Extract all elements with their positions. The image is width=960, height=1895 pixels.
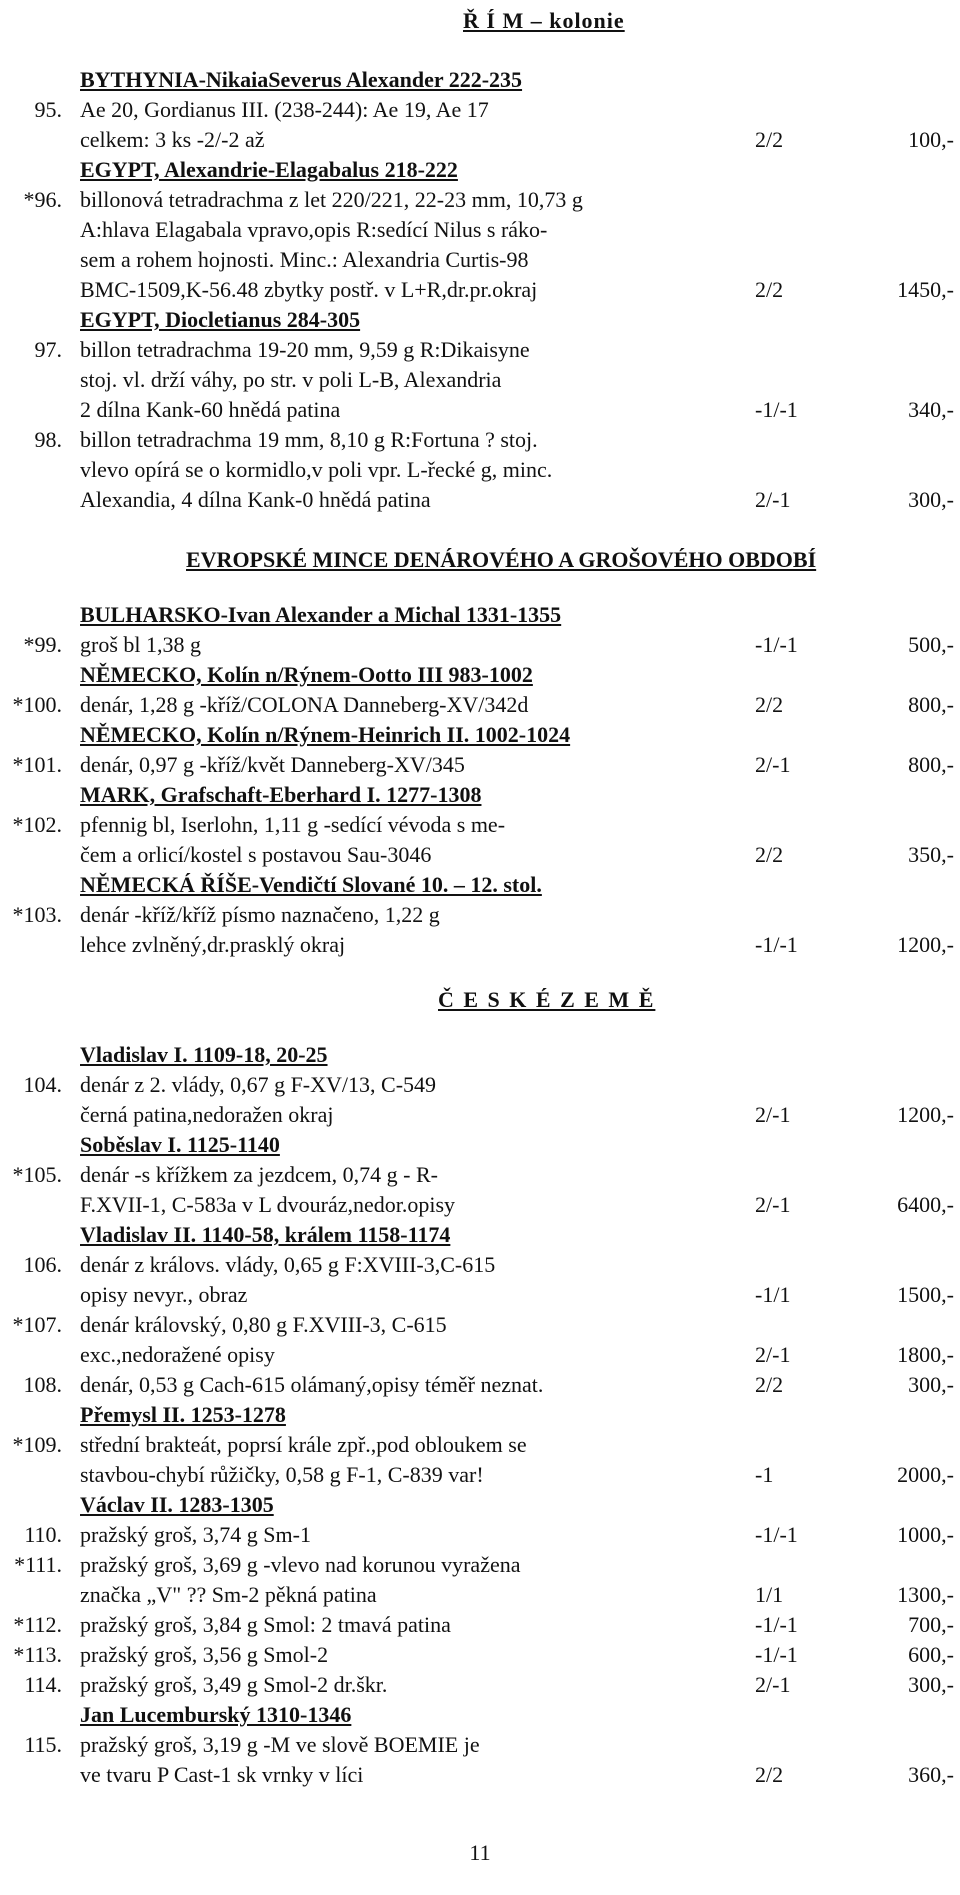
lot-description: pražský groš, 3,69 g -vlevo nad korunou vyražena xyxy=(80,1552,521,1577)
lot-description: pfennig bl, Iserlohn, 1,11 g -sedící vévoda s me- xyxy=(80,812,506,837)
lot-grade: -1/1 xyxy=(755,1282,791,1307)
lot-line xyxy=(0,1520,960,1550)
ruler-heading: BYTHYNIA-NikaiaSeverus Alexander 222-235 xyxy=(80,67,523,92)
lot-grade: -1/-1 xyxy=(755,397,798,422)
ruler-heading-row xyxy=(0,1040,960,1070)
ruler-heading-row xyxy=(0,780,960,810)
lot-number: *113. xyxy=(13,1642,62,1667)
lot-description: billon tetradrachma 19-20 mm, 9,59 g R:Dikaisyne xyxy=(80,337,530,362)
lot-description: vlevo opírá se o kormidlo,v poli vpr. L-řecké g, minc. xyxy=(80,457,553,482)
lot-description: denár z 2. vlády, 0,67 g F-XV/13, C-549 xyxy=(80,1072,437,1097)
lot-description: denár, 0,97 g -kříž/květ Danneberg-XV/345 xyxy=(80,752,465,777)
lot-description: stavbou-chybí růžičky, 0,58 g F-1, C-839 var! xyxy=(80,1462,484,1487)
lot-grade: 2/-1 xyxy=(755,487,791,512)
lot-number: 95. xyxy=(34,97,62,122)
lot-line xyxy=(0,185,960,215)
lot-line xyxy=(0,840,960,870)
lot-description: celkem: 3 ks -2/-2 až xyxy=(80,127,265,152)
lot-line xyxy=(0,1160,960,1190)
lot-line xyxy=(0,1070,960,1100)
lot-description: lehce zvlněný,dr.prasklý okraj xyxy=(80,932,346,957)
lot-number: *96. xyxy=(23,187,62,212)
lot-grade: 2/2 xyxy=(755,692,784,717)
lot-description: denár z královs. vlády, 0,65 g F:XVIII-3,C-615 xyxy=(80,1252,496,1277)
ruler-heading-row xyxy=(0,1130,960,1160)
lot-line xyxy=(0,630,960,660)
lot-line xyxy=(0,1460,960,1490)
lot-line xyxy=(0,335,960,365)
lot-number: *105. xyxy=(12,1162,62,1187)
lot-line xyxy=(0,1640,960,1670)
lot-grade: -1 xyxy=(755,1462,774,1487)
lot-number: *112. xyxy=(13,1612,62,1637)
ruler-heading: EGYPT, Diocletianus 284-305 xyxy=(80,307,361,332)
lot-grade: -1/-1 xyxy=(755,1642,798,1667)
lot-price: 1000,- xyxy=(897,1522,954,1547)
lot-line xyxy=(0,365,960,395)
lot-line xyxy=(0,1310,960,1340)
lot-grade: -1/-1 xyxy=(755,932,798,957)
lot-grade: -1/-1 xyxy=(755,1522,798,1547)
lot-line xyxy=(0,245,960,275)
ruler-heading: NĚMECKO, Kolín n/Rýnem-Heinrich II. 1002-1024 xyxy=(80,722,571,747)
lot-grade: 1/1 xyxy=(755,1582,784,1607)
ruler-heading: Vladislav II. 1140-58, králem 1158-1174 xyxy=(80,1222,451,1247)
lot-description: billonová tetradrachma z let 220/221, 22-23 mm, 10,73 g xyxy=(80,187,583,212)
ruler-heading-row xyxy=(0,1490,960,1520)
ruler-heading-row xyxy=(0,1400,960,1430)
lot-line xyxy=(0,900,960,930)
lot-line xyxy=(0,1670,960,1700)
lot-price: 2000,- xyxy=(897,1462,954,1487)
lot-number: *102. xyxy=(12,812,62,837)
lot-description: denár -s křížkem za jezdcem, 0,74 g - R- xyxy=(80,1162,438,1187)
lot-description: černá patina,nedoražen okraj xyxy=(80,1102,334,1127)
lot-price: 1800,- xyxy=(897,1342,954,1367)
lot-price: 300,- xyxy=(908,487,954,512)
lot-description: 2 dílna Kank-60 hnědá patina xyxy=(80,397,341,422)
lot-line xyxy=(0,1730,960,1760)
lot-description: pražský groš, 3,56 g Smol-2 xyxy=(80,1642,329,1667)
lot-line xyxy=(0,930,960,960)
lot-number: 110. xyxy=(24,1522,62,1547)
lot-line xyxy=(0,690,960,720)
lot-line xyxy=(0,1250,960,1280)
lot-price: 350,- xyxy=(908,842,954,867)
lot-description: denár, 0,53 g Cach-615 olámaný,opisy téměř neznat. xyxy=(80,1372,544,1397)
section-title: Č E S K É Z E M Ě xyxy=(438,987,656,1012)
lot-description: pražský groš, 3,49 g Smol-2 dr.škr. xyxy=(80,1672,388,1697)
lot-description: opisy nevyr., obraz xyxy=(80,1282,248,1307)
section-heading-row xyxy=(0,985,960,1015)
ruler-heading: MARK, Grafschaft-Eberhard I. 1277-1308 xyxy=(80,782,482,807)
lot-number: *99. xyxy=(23,632,62,657)
lot-price: 500,- xyxy=(908,632,954,657)
lot-description: billon tetradrachma 19 mm, 8,10 g R:Fortuna ? stoj. xyxy=(80,427,538,452)
lot-number: *101. xyxy=(12,752,62,777)
lot-grade: -1/-1 xyxy=(755,632,798,657)
lot-number: *100. xyxy=(12,692,62,717)
lot-description: Alexandia, 4 dílna Kank-0 hnědá patina xyxy=(80,487,431,512)
lot-number: *107. xyxy=(12,1312,62,1337)
lot-grade: 2/-1 xyxy=(755,1102,791,1127)
ruler-heading-row xyxy=(0,155,960,185)
lot-price: 100,- xyxy=(908,127,954,152)
lot-grade: 2/2 xyxy=(755,842,784,867)
lot-price: 1300,- xyxy=(897,1582,954,1607)
lot-line xyxy=(0,1760,960,1790)
lot-line xyxy=(0,1550,960,1580)
lot-grade: 2/2 xyxy=(755,1372,784,1397)
lot-grade: 2/-1 xyxy=(755,752,791,777)
lot-line xyxy=(0,1100,960,1130)
ruler-heading-row xyxy=(0,870,960,900)
lot-description: stoj. vl. drží váhy, po str. v poli L-B, Alexandria xyxy=(80,367,502,392)
lot-price: 340,- xyxy=(908,397,954,422)
lot-description: exc.,nedoražené opisy xyxy=(80,1342,275,1367)
lot-description: Ae 20, Gordianus III. (238-244): Ae 19, Ae 17 xyxy=(80,97,489,122)
ruler-heading: Jan Lucemburský 1310-1346 xyxy=(80,1702,352,1727)
lot-description: čem a orlicí/kostel s postavou Sau-3046 xyxy=(80,842,432,867)
lot-price: 1500,- xyxy=(897,1282,954,1307)
lot-line xyxy=(0,455,960,485)
lot-description: groš bl 1,38 g xyxy=(80,632,201,657)
lot-price: 800,- xyxy=(908,692,954,717)
lot-description: F.XVII-1, C-583a v L dvouráz,nedor.opisy xyxy=(80,1192,456,1217)
ruler-heading: NĚMECKO, Kolín n/Rýnem-Ootto III 983-1002 xyxy=(80,662,533,687)
lot-description: pražský groš, 3,74 g Sm-1 xyxy=(80,1522,311,1547)
lot-line xyxy=(0,750,960,780)
ruler-heading-row xyxy=(0,1220,960,1250)
lot-grade: 2/-1 xyxy=(755,1672,791,1697)
lot-description: A:hlava Elagabala vpravo,opis R:sedící Nilus s ráko- xyxy=(80,217,548,242)
lot-description: BMC-1509,K-56.48 zbytky postř. v L+R,dr.pr.okraj xyxy=(80,277,538,302)
lot-grade: 2/-1 xyxy=(755,1342,791,1367)
lot-line xyxy=(0,425,960,455)
page-title: Ř Í M – kolonie xyxy=(463,8,625,33)
lot-line xyxy=(0,810,960,840)
lot-line xyxy=(0,1430,960,1460)
ruler-heading: Vladislav I. 1109-18, 20-25 xyxy=(80,1042,328,1067)
ruler-heading-row xyxy=(0,1700,960,1730)
lot-line xyxy=(0,1580,960,1610)
lot-price: 6400,- xyxy=(897,1192,954,1217)
ruler-heading: Václav II. 1283-1305 xyxy=(80,1492,274,1517)
ruler-heading: Soběslav I. 1125-1140 xyxy=(80,1132,280,1157)
lot-price: 300,- xyxy=(908,1372,954,1397)
lot-grade: 2/-1 xyxy=(755,1192,791,1217)
lot-line xyxy=(0,485,960,515)
lot-line xyxy=(0,395,960,425)
lot-price: 800,- xyxy=(908,752,954,777)
lot-line xyxy=(0,275,960,305)
lot-number: 104. xyxy=(23,1072,62,1097)
ruler-heading-row xyxy=(0,305,960,335)
lot-line xyxy=(0,1610,960,1640)
ruler-heading: Přemysl II. 1253-1278 xyxy=(80,1402,286,1427)
page-number: 11 xyxy=(469,1840,491,1865)
lot-grade: -1/-1 xyxy=(755,1612,798,1637)
ruler-heading-row xyxy=(0,65,960,95)
ruler-heading-row xyxy=(0,660,960,690)
lot-description: značka „V" ?? Sm-2 pěkná patina xyxy=(80,1582,377,1607)
lot-number: *111. xyxy=(14,1552,62,1577)
lot-line xyxy=(0,95,960,125)
lot-line xyxy=(0,125,960,155)
lot-description: denár, 1,28 g -kříž/COLONA Danneberg-XV/342d xyxy=(80,692,529,717)
lot-description: střední brakteát, poprsí krále zpř.,pod obloukem se xyxy=(80,1432,527,1457)
lot-description: pražský groš, 3,19 g -M ve slově BOEMIE je xyxy=(80,1732,480,1757)
lot-number: 115. xyxy=(24,1732,62,1757)
lot-number: 114. xyxy=(24,1672,62,1697)
lot-price: 700,- xyxy=(908,1612,954,1637)
lot-price: 300,- xyxy=(908,1672,954,1697)
lot-price: 1200,- xyxy=(897,1102,954,1127)
lot-line xyxy=(0,1370,960,1400)
lot-number: 108. xyxy=(23,1372,62,1397)
lot-line xyxy=(0,1190,960,1220)
lot-price: 1450,- xyxy=(897,277,954,302)
ruler-heading: EGYPT, Alexandrie-Elagabalus 218-222 xyxy=(80,157,458,182)
lot-line xyxy=(0,1280,960,1310)
lot-description: pražský groš, 3,84 g Smol: 2 tmavá patina xyxy=(80,1612,451,1637)
lot-grade: 2/2 xyxy=(755,277,784,302)
lot-description: denár královský, 0,80 g F.XVIII-3, C-615 xyxy=(80,1312,447,1337)
ruler-heading-row xyxy=(0,720,960,750)
lot-grade: 2/2 xyxy=(755,1762,784,1787)
lot-number: *103. xyxy=(12,902,62,927)
section-heading-row xyxy=(0,545,960,575)
lot-description: ve tvaru P Cast-1 sk vrnky v líci xyxy=(80,1762,364,1787)
lot-price: 1200,- xyxy=(897,932,954,957)
ruler-heading: BULHARSKO-Ivan Alexander a Michal 1331-1355 xyxy=(80,602,562,627)
lot-price: 360,- xyxy=(908,1762,954,1787)
lot-description: sem a rohem hojnosti. Minc.: Alexandria Curtis-98 xyxy=(80,247,529,272)
lot-number: *109. xyxy=(12,1432,62,1457)
section-title: EVROPSKÉ MINCE DENÁROVÉHO A GROŠOVÉHO OBDOBÍ xyxy=(186,547,817,572)
lot-price: 600,- xyxy=(908,1642,954,1667)
ruler-heading-row xyxy=(0,600,960,630)
lot-number: 98. xyxy=(34,427,62,452)
lot-number: 97. xyxy=(34,337,62,362)
lot-grade: 2/2 xyxy=(755,127,784,152)
lot-line xyxy=(0,215,960,245)
lot-description: denár -kříž/kříž písmo naznačeno, 1,22 g xyxy=(80,902,440,927)
lot-number: 106. xyxy=(23,1252,62,1277)
page-heading-row xyxy=(0,6,960,36)
ruler-heading: NĚMECKÁ ŘÍŠE-Vendičtí Slované 10. – 12. stol. xyxy=(80,872,542,897)
lot-line xyxy=(0,1340,960,1370)
